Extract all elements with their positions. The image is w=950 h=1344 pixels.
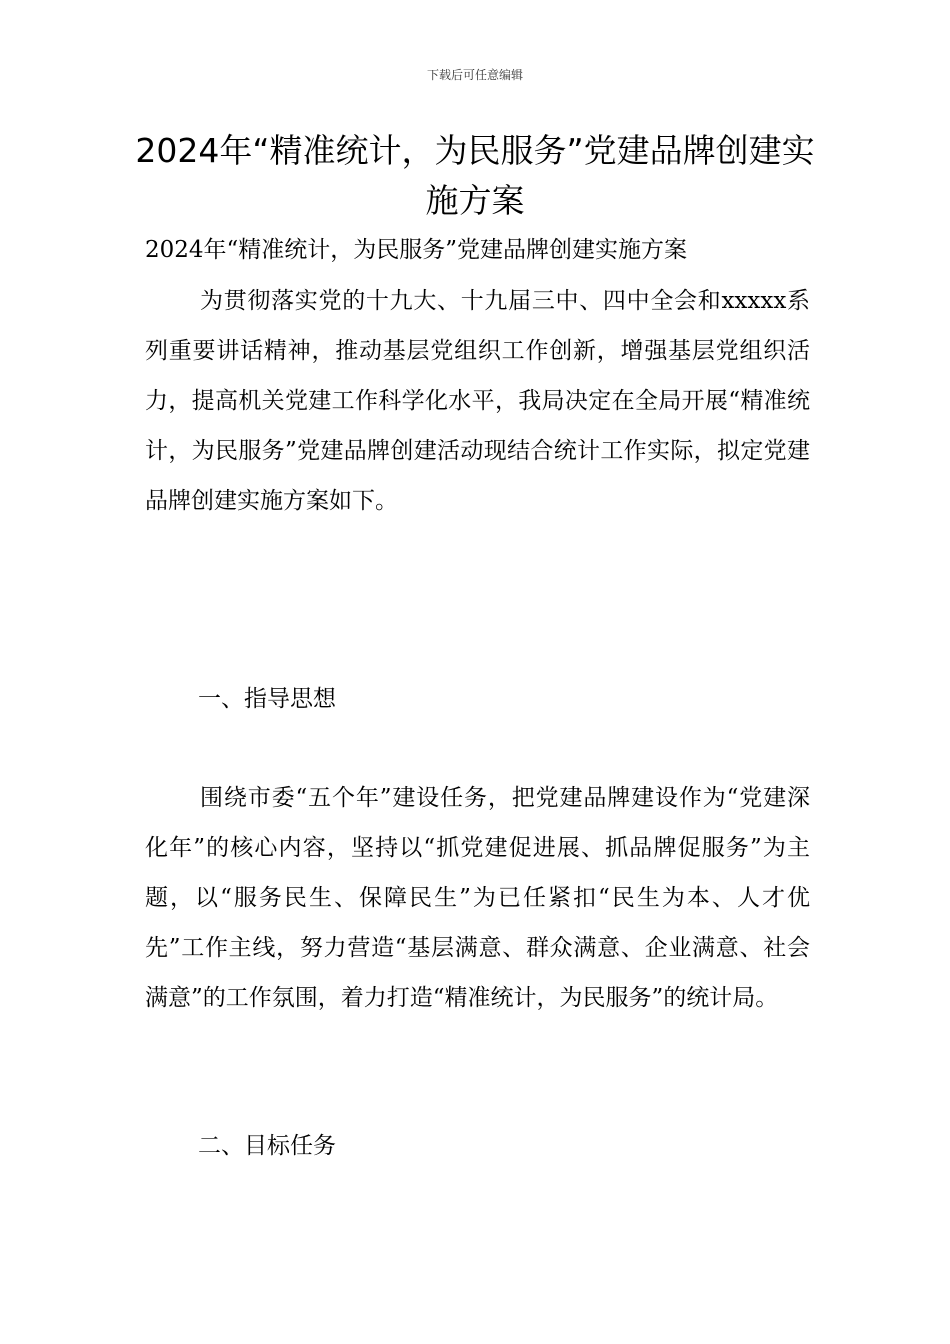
header-note: 下载后可任意编辑 — [426, 68, 523, 82]
document-title: 2024年“精准统计，为民服务”党建品牌创建实施方案 — [135, 131, 815, 220]
section-heading-goals-tasks: 二、目标任务 — [198, 1133, 336, 1159]
section-paragraph-guiding-ideology: 围绕市委“五个年”建设任务，把党建品牌建设作为“党建深化年”的核心内容，坚持以“抓党建促进展、抓品牌促服务”为主题，以“服务民生、保障民生”为已任紧扣“民生为本、人才优先”工作主线，努力营造“基层满意、群众满意、企业满意、社会满意”的工作氛围，着力打造“精准统计，为民服务”的统计局。 — [145, 785, 810, 1011]
intro-paragraph: 为贯彻落实党的十九大、十九届三中、四中全会和xxxxx系列重要讲话精神，推动基层党组织工作创新，增强基层党组织活力，提高机关党建工作科学化水平，我局决定在全局开展“精准统计，为民服务”党建品牌创建活动现结合统计工作实际，拟定党建品牌创建实施方案如下。 — [145, 288, 810, 514]
document-subtitle: 2024年“精准统计，为民服务”党建品牌创建实施方案 — [145, 237, 688, 263]
section-heading-guiding-ideology: 一、指导思想 — [198, 686, 336, 712]
